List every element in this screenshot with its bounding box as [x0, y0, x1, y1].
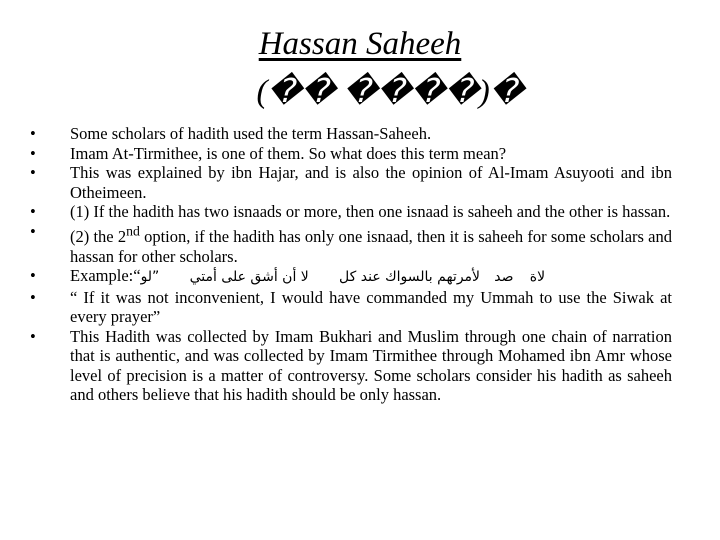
bullet-text-part: option, if the hadith has only one isnaad, then it is saheeh for some scholars and hassan for other scholars.	[70, 227, 672, 266]
bullet-text: (1) If the hadith has two isnaads or more, then one isnaad is saheeh and the other is hassan.	[70, 202, 671, 221]
arabic-fragment: لأمرتهم بالسواك عند كل	[339, 269, 481, 285]
ordinal-suffix: nd	[126, 223, 140, 239]
bullet-item	[30, 288, 672, 327]
bullet-text: This was explained by ibn Hajar, and is also the opinion of Al-Imam Asuyooti and ibn Otheimeen.	[70, 163, 672, 202]
arabic-fragment: صد	[494, 269, 514, 285]
bullet-item	[30, 163, 672, 202]
bullet-dot: •	[30, 202, 36, 221]
bullet-text: “ If it was not inconvenient, I would have commanded my Ummah to use the Siwak at every prayer”	[70, 287, 672, 326]
arabic-fragment: ”لو	[140, 269, 160, 285]
bullet-text: This Hadith was collected by Imam Bukhari and Muslim through one chain of narration that is authentic, and was collected by Imam Tirmithee through Mohamed ibn Amr whose level of precision is a matter of controversy. Some scholars consider his hadith as saheeh and others believe that his hadith should be only hassan.	[70, 326, 672, 404]
bullet-dot: •	[30, 124, 36, 143]
bullet-text: Imam At-Tirmithee, is one of them. So what does this term mean?	[70, 143, 507, 163]
bullet-item	[30, 202, 672, 222]
example-label: Example:“	[70, 266, 141, 285]
bullet-item	[30, 222, 672, 267]
bullet-item	[30, 144, 672, 164]
bullet-dot: •	[30, 287, 36, 307]
slide-subtitle: (�� ����)�	[256, 74, 524, 110]
bullet-dot: •	[30, 221, 36, 241]
bullet-dot: •	[30, 143, 36, 163]
bullet-dot: •	[30, 163, 36, 182]
bullet-dot: •	[30, 326, 36, 346]
arabic-fragment: لاة	[529, 269, 546, 285]
bullet-text: Some scholars of hadith used the term Hassan-Saheeh.	[70, 124, 432, 143]
bullet-item	[30, 327, 672, 405]
bullet-text	[70, 223, 672, 266]
bullet-item	[30, 124, 672, 144]
bullet-text-part: (2) the 2	[70, 227, 127, 246]
bullet-dot: •	[30, 266, 36, 285]
bullet-list	[30, 124, 672, 405]
bullet-item-example	[30, 266, 672, 288]
slide-title: Hassan Saheeh	[258, 26, 462, 62]
arabic-fragment: لا أن أشق على أمتي	[189, 269, 309, 285]
